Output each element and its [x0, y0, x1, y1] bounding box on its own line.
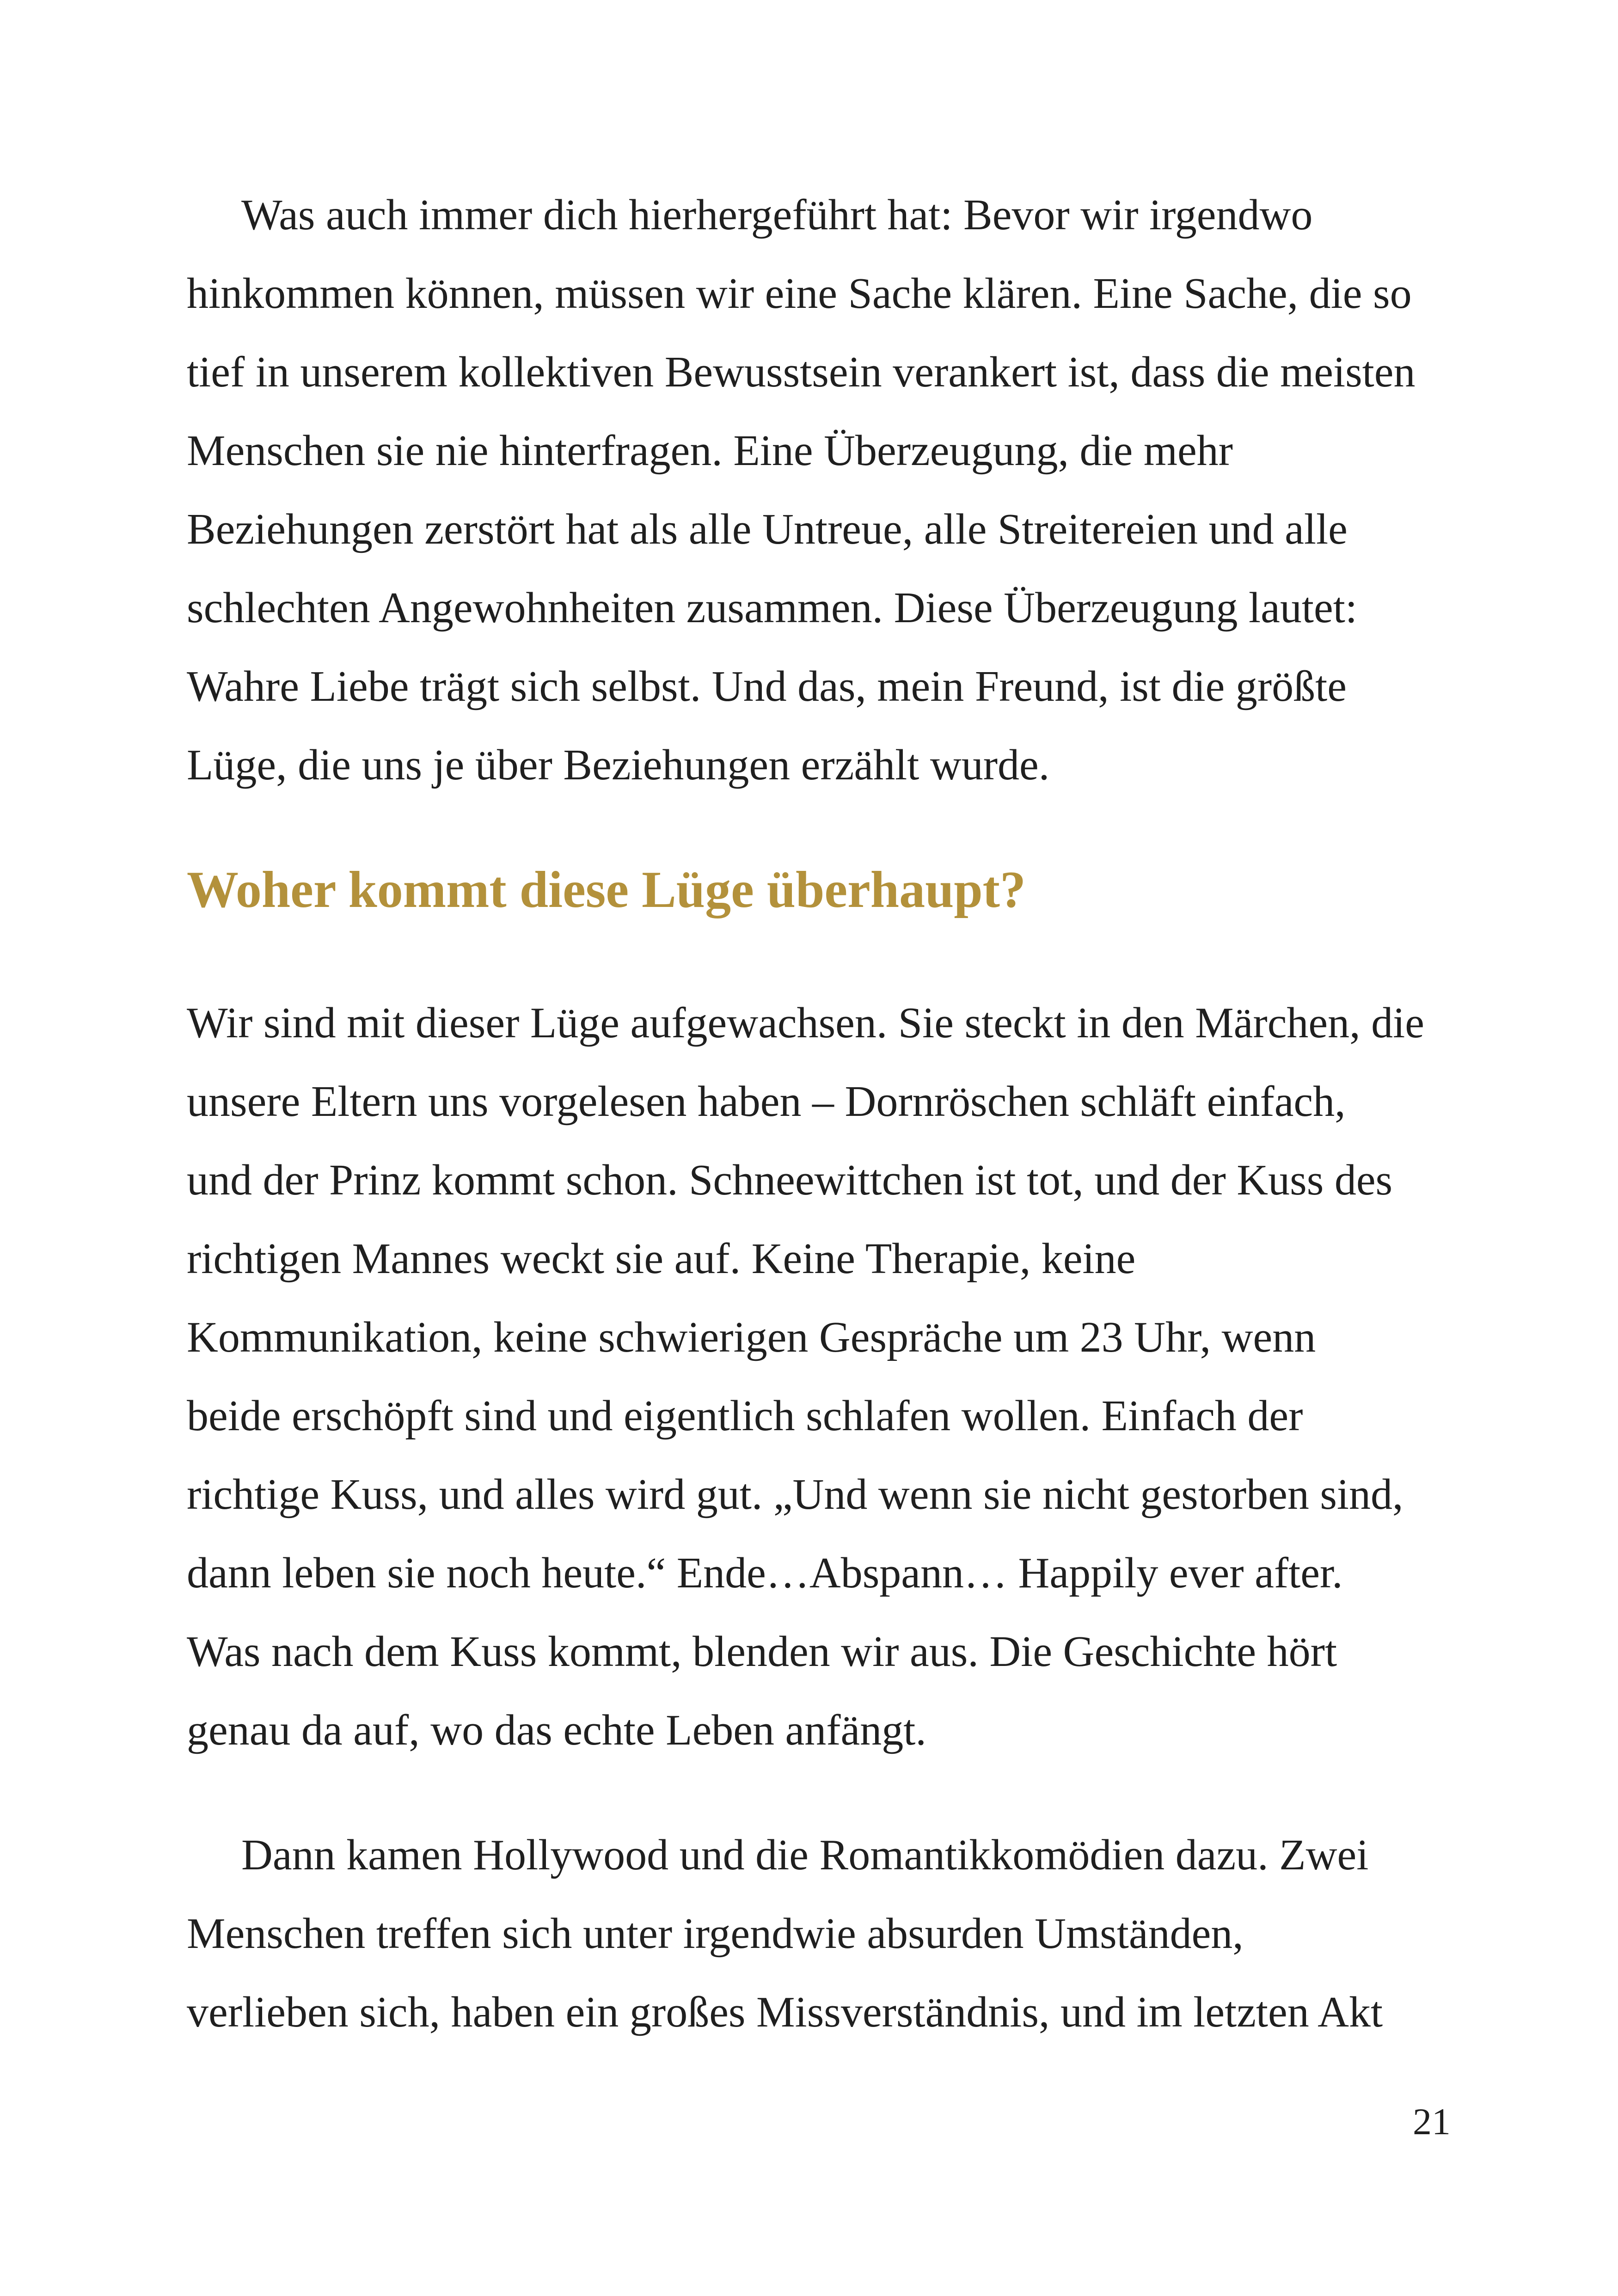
text-line: dann leben sie noch heute.“ Ende…Abspann… Happily ever after.	[187, 1549, 1343, 1597]
text-line: und der Prinz kommt schon. Schneewittchen ist tot, und der Kuss des	[187, 1156, 1393, 1204]
text-line: Was auch immer dich hierhergeführt hat: Bevor wir irgendwo	[241, 191, 1313, 239]
text-line: Wir sind mit dieser Lüge aufgewachsen. Sie steckt in den Märchen, die	[187, 999, 1424, 1047]
section-heading: Woher kommt diese Lüge überhaupt?	[187, 861, 1026, 918]
text-line: unsere Eltern uns vorgelesen haben – Dornröschen schläft einfach,	[187, 1078, 1346, 1126]
text-line: Was nach dem Kuss kommt, blenden wir aus. Die Geschichte hört	[187, 1628, 1337, 1676]
text-line: genau da auf, wo das echte Leben anfängt.	[187, 1706, 926, 1754]
text-line: Beziehungen zerstört hat als alle Untreue, alle Streitereien und alle	[187, 505, 1348, 553]
text-line: richtigen Mannes weckt sie auf. Keine Therapie, keine	[187, 1235, 1136, 1283]
text-line: tief in unserem kollektiven Bewusstsein verankert ist, dass die meisten	[187, 348, 1416, 396]
text-line: Lüge, die uns je über Beziehungen erzählt wurde.	[187, 741, 1050, 789]
text-line: verlieben sich, haben ein großes Missverständnis, und im letzten Akt	[187, 1988, 1383, 2036]
text-line: hinkommen können, müssen wir eine Sache klären. Eine Sache, die so	[187, 269, 1412, 318]
text-line: Kommunikation, keine schwierigen Gespräche um 23 Uhr, wenn	[187, 1313, 1316, 1361]
text-line: schlechten Angewohnheiten zusammen. Diese Überzeugung lautet:	[187, 584, 1357, 632]
body-paragraph-2	[187, 984, 1481, 1769]
page-number: 21	[1413, 2100, 1451, 2143]
text-line: Wahre Liebe trägt sich selbst. Und das, mein Freund, ist die größte	[187, 662, 1347, 710]
text-line: Menschen sie nie hinterfragen. Eine Überzeugung, die mehr	[187, 427, 1233, 475]
text-line: beide erschöpft sind und eigentlich schlafen wollen. Einfach der	[187, 1392, 1303, 1440]
body-paragraph-1	[187, 176, 1481, 804]
text-line: richtige Kuss, und alles wird gut. „Und wenn sie nicht gestorben sind,	[187, 1470, 1403, 1518]
text-line: Menschen treffen sich unter irgendwie absurden Umständen,	[187, 1910, 1244, 1958]
text-line: Dann kamen Hollywood und die Romantikkomödien dazu. Zwei	[241, 1831, 1369, 1879]
body-paragraph-3	[187, 1816, 1481, 2051]
